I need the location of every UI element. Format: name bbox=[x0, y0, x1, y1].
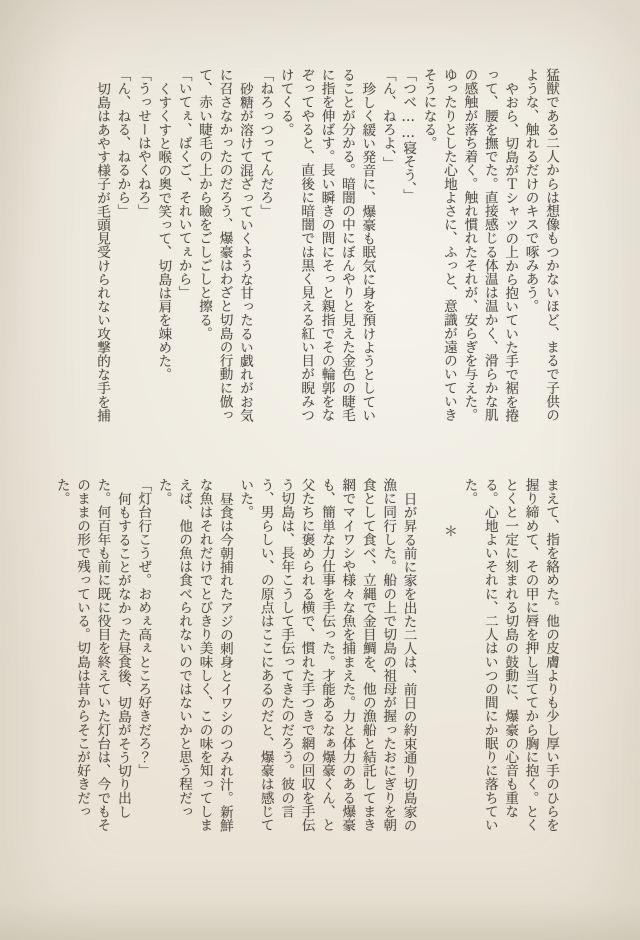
paragraph: 「つべ……寝そう、」 bbox=[400, 68, 417, 202]
paragraph: 珍しく緩い発音に、爆豪も眠気に身を預けようとしていることが分かる。暗闇の中にぼんやりと見えた金色の睫毛に指を伸ばす。長い瞬きの間にそっと親指でその輪郭をなぞってやると、直後に暗闇では黒く見える紅い目が睨みつけてくる。 bbox=[277, 68, 376, 422]
paragraph: 「灯台行こうぜ。おめぇ高ぇところ好きだろ？」 bbox=[135, 478, 152, 778]
paragraph: まえて、指を絡めた。他の皮膚よりも少し厚い手のひらを握り締めて、その甲に唇を押し当ててから胸に抱く。とくとくと一定に刻まれる切島の鼓動に、爆豪の心音も重なる。心地よいそれに、二人はいつの間にか眠りに落ちていた。 bbox=[461, 478, 559, 832]
paragraph: 「いてぇ、ばくご、それいてぇから」 bbox=[175, 68, 192, 300]
paragraph: 切島はあやす様子が毛頭見受けられない攻撃的な手を捕 bbox=[94, 81, 111, 422]
paragraph: 砂糖が溶けて混ざっていくような甘ったるい戯れがお気に召さなかったのだろう、爆豪はわざと切島の行動に倣って、赤い睫毛の上から瞼をごしごしと擦る。 bbox=[196, 68, 253, 422]
paragraph: 何もすることがなかった昼食後、切島がそう切り出した。何百年も前に既に役目を終えていた灯台は、今でもそのままの形で残っている。切島は昔からそこが好きだった。 bbox=[53, 478, 131, 832]
paragraph: 「ん、ねろよ、」 bbox=[379, 68, 396, 170]
text-block-top bbox=[92, 68, 561, 424]
paragraph: 「ねろっつってんだろ」 bbox=[257, 68, 274, 218]
paragraph: やおら、切島がＴシャツの上から抱いていた手で裾を捲って、腰を撫でた。直接感じる体温は温かく、滑らかな肌の感触が落ち着く。触れ慣れたそれが、安らぎを与えた。ゆったりとした心地よさに、ふっと、意識が遠のいていきそうになる。 bbox=[420, 68, 519, 422]
section-separator: ＊ bbox=[440, 524, 457, 538]
text-block-bottom bbox=[51, 478, 561, 834]
paragraph: 「うっせーはやくねろ」 bbox=[134, 68, 151, 218]
paragraph: くすくすと喉の奥で笑って、切島は肩を竦めた。 bbox=[155, 81, 172, 381]
paragraph: 日が昇る前に家を出た二人は、前日の約束通り切島家の漁に同行した。船の上で切島の祖母が握ったおにぎりを朝食として食べ、立縄で金目鯛を、他の漁船と結託してまき網でマイワシや様々な魚を捕まえた。力と体力のある爆豪も、簡単な力仕事を手伝った。才能あるなぁ爆豪くん、と父たちに褒められる横で、慣れた手つきで網の回収を手伝う切島は、長年こうして手伝ってきたのだろう。彼の言う、男らしい、の原点はここにあるのだと、爆豪は感じていた。 bbox=[237, 478, 417, 832]
paragraph: 昼食は今朝捕れたアジの刺身とイワシのつみれ汁。新鮮な魚はそれだけでとびきり美味しく、この味を知ってしまえば、他の魚は食べられないのではないかと思う程だった。 bbox=[155, 478, 233, 832]
paragraph: 「ん、ねる、ねるから」 bbox=[114, 68, 131, 218]
paragraph: 猛獣である二人からは想像もつかないほど、まるで子供のような、触れるだけのキスで啄みあう。 bbox=[522, 68, 559, 422]
